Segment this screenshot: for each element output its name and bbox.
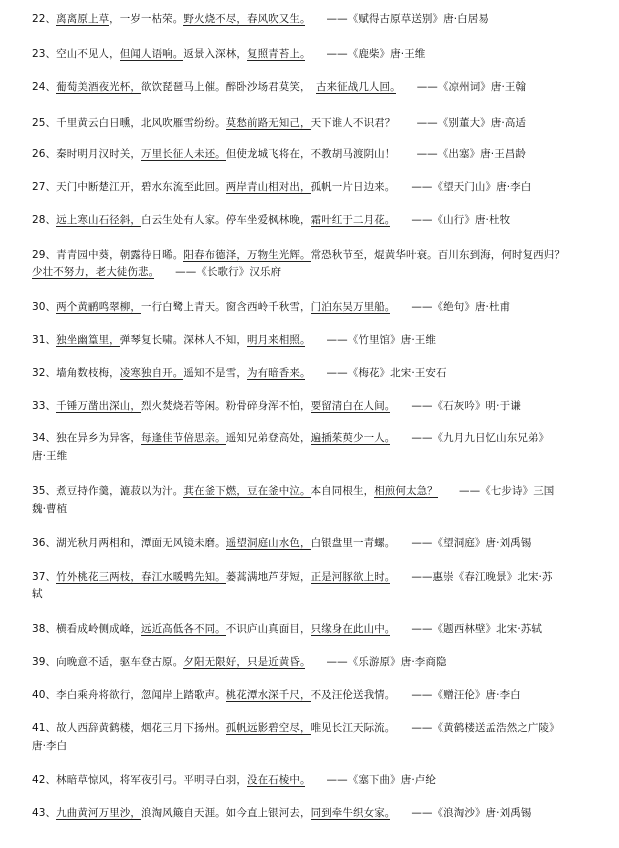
underlined-verse: 没在石棱中。: [246, 774, 306, 786]
poem-line: [32, 502, 597, 516]
underlined-verse: 九曲黄河万里沙，: [56, 807, 141, 819]
line-text: ——《石灰吟》明·于谦: [390, 400, 521, 412]
line-text: 40、李白乘舟将欲行，忽闻岸上踏歌声。: [32, 689, 226, 701]
underlined-verse: 野火烧不尽，春风吹又生。: [183, 13, 306, 25]
line-text: ——《梅花》北宋·王安石: [305, 367, 447, 379]
underlined-verse: 每逢佳节倍思亲。: [140, 432, 226, 444]
poem-line: [32, 300, 597, 314]
poem-line: [32, 47, 597, 61]
line-text: ——《乐游原》唐·李商隐: [305, 656, 447, 668]
poem-line: [32, 655, 597, 669]
underlined-verse: 遥望洞庭山水色，: [225, 537, 311, 549]
line-text: 不及汪伦送我情。 ——《赠汪伦》唐·李白: [310, 689, 521, 701]
underlined-verse: 同到牵牛织女家。: [310, 807, 391, 819]
poem-line: [32, 449, 597, 463]
line-text: 28、: [32, 214, 57, 226]
line-text: 42、林暗草惊风，将军夜引弓。平明寻白羽，: [32, 774, 247, 786]
line-text: 23、空山不见人，: [32, 48, 120, 60]
underlined-verse: 复照青苔上。: [246, 48, 306, 60]
line-text: 37、: [32, 571, 57, 583]
line-text: 38、横看成岭侧成峰，: [32, 623, 141, 635]
line-text: ——《长歌行》汉乐府: [153, 266, 282, 278]
underlined-verse: 独坐幽篁里，: [56, 334, 120, 346]
underlined-verse: 千锤万凿出深山，: [56, 400, 141, 412]
line-text: 不识庐山真面目，: [225, 623, 311, 635]
poem-line: [32, 333, 597, 347]
poem-line: [32, 213, 597, 227]
line-text: ——《竹里馆》唐·王维: [305, 334, 436, 346]
poem-line: [32, 721, 597, 735]
line-text: 一行白鹭上青天。窗含西岭千秋雪，: [140, 301, 311, 313]
line-text: 26、秦时明月汉时关，: [32, 148, 141, 160]
line-text: ——《绝句》唐·杜甫: [390, 301, 511, 313]
poem-line: [32, 739, 597, 753]
poem-line: [32, 180, 597, 194]
underlined-verse: 阳春布德泽，万物生光辉。: [183, 249, 311, 261]
line-text: ——《浪淘沙》唐·刘禹锡: [390, 807, 532, 819]
line-text: 本自同根生，: [310, 485, 375, 497]
line-text: 33、: [32, 400, 57, 412]
line-text: 27、天门中断楚江开，碧水东流至此回。: [32, 181, 226, 193]
poem-line: [32, 248, 597, 262]
line-text: 43、: [32, 807, 57, 819]
line-text: 39、向晚意不适，驱车登古原。: [32, 656, 184, 668]
line-text: ——《鹿柴》唐·王维: [305, 48, 426, 60]
underlined-verse: 少壮不努力，老大徒伤悲。: [32, 266, 154, 278]
underlined-verse: 但闻人语响。: [119, 48, 184, 60]
line-text: 浪淘风簸自天涯。如今直上银河去，: [140, 807, 311, 819]
line-text: ——《赋得古原草送别》唐·白居易: [305, 13, 489, 25]
underlined-verse: 莫愁前路无知己，: [225, 117, 311, 129]
line-text: 25、千里黄云白日曛，北风吹雁雪纷纷。: [32, 117, 226, 129]
line-text: 白云生处有人家。停车坐爱枫林晚，: [140, 214, 311, 226]
underlined-verse: 万里长征人未还。: [140, 148, 226, 160]
underlined-verse: 为有暗香来。: [246, 367, 306, 379]
underlined-verse: 两个黄鹂鸣翠柳，: [56, 301, 141, 313]
line-text: ——《七步诗》三国: [437, 485, 555, 497]
poem-line: [32, 570, 597, 584]
poem-line: [32, 773, 597, 787]
line-text: ——《塞下曲》唐·卢纶: [305, 774, 436, 786]
line-text: 弹琴复长啸。深林人不知，: [119, 334, 247, 346]
underlined-verse: 竹外桃花三两枝，春江水暖鸭先知。: [56, 571, 226, 583]
line-text: 唐·王维: [32, 450, 68, 462]
poem-line: [32, 366, 597, 380]
underlined-verse: 远近高低各不同。: [140, 623, 226, 635]
line-text: 唯见长江天际流。 ——《黄鹤楼送孟浩然之广陵》: [310, 722, 560, 734]
line-text: 41、故人西辞黄鹤楼，烟花三月下扬州。: [32, 722, 226, 734]
line-text: 烈火焚烧若等闲。粉骨碎身浑不怕，: [140, 400, 311, 412]
poem-line: [32, 536, 597, 550]
underlined-verse: 桃花潭水深千尺，: [225, 689, 311, 701]
line-text: 但使龙城飞将在，不教胡马渡阴山！ ——《出塞》唐·王昌龄: [225, 148, 527, 160]
line-text: 欲饮琵琶马上催。醉卧沙场君莫笑，: [140, 81, 316, 93]
poem-line: [32, 806, 597, 820]
line-text: 32、墙角数枝梅，: [32, 367, 120, 379]
poem-line: [32, 80, 597, 94]
poem-line: [32, 484, 597, 498]
underlined-verse: 古来征战几人回。: [315, 81, 396, 93]
line-text: ——《山行》唐·杜牧: [390, 214, 511, 226]
line-text: 天下谁人不识君？ ——《别董大》唐·高适: [310, 117, 527, 129]
underlined-verse: 明月来相照。: [246, 334, 306, 346]
underlined-verse: 霜叶红于二月花。: [310, 214, 391, 226]
line-text: ——《九月九日忆山东兄弟》: [390, 432, 550, 444]
underlined-verse: 凌寒独自开。: [119, 367, 184, 379]
line-text: ，一岁一枯荣。: [109, 13, 184, 25]
line-text: 31、: [32, 334, 57, 346]
line-text: 30、: [32, 301, 57, 313]
poem-line: [32, 587, 597, 601]
poem-line: [32, 265, 597, 279]
underlined-verse: 遍插茱萸少一人。: [310, 432, 391, 444]
line-text: 36、湖光秋月两相和，潭面无风镜未磨。: [32, 537, 226, 549]
line-text: 24、: [32, 81, 57, 93]
poem-line: [32, 688, 597, 702]
underlined-verse: 孤帆远影碧空尽，: [225, 722, 311, 734]
line-text: 轼: [32, 588, 43, 600]
underlined-verse: 相煎何太急？: [374, 485, 438, 497]
underlined-verse: 门泊东吴万里船。: [310, 301, 391, 313]
underlined-verse: 离离原上草: [56, 13, 110, 25]
underlined-verse: 夕阳无限好，只是近黄昏。: [183, 656, 306, 668]
underlined-verse: 萁在釜下燃，豆在釜中泣。: [183, 485, 311, 497]
line-text: 22、: [32, 13, 57, 25]
poem-line: [32, 622, 597, 636]
line-text: ——《凉州词》唐·王翰: [395, 81, 527, 93]
line-text: 魏·曹植: [32, 503, 68, 515]
line-text: 常恐秋节至，焜黄华叶衰。百川东到海，何时复西归？: [310, 249, 565, 261]
underlined-verse: 只缘身在此山中。: [310, 623, 391, 635]
poem-line: [32, 431, 597, 445]
poem-line: [32, 12, 597, 26]
line-text: 遥知不是雪，: [183, 367, 247, 379]
poem-line: [32, 147, 597, 161]
poem-line: [32, 116, 597, 130]
line-text: 34、独在异乡为异客，: [32, 432, 141, 444]
underlined-verse: 远上寒山石径斜，: [56, 214, 141, 226]
line-text: ——惠崇《春江晚景》北宋·苏: [390, 571, 553, 583]
line-text: 白银盘里一青螺。 ——《望洞庭》唐·刘禹锡: [310, 537, 532, 549]
line-text: 遥知兄弟登高处，: [225, 432, 311, 444]
line-text: 返景入深林，: [183, 48, 247, 60]
underlined-verse: 两岸青山相对出，: [225, 181, 311, 193]
underlined-verse: 正是河豚欲上时。: [310, 571, 391, 583]
line-text: 29、青青园中葵，朝露待日晞。: [32, 249, 184, 261]
line-text: 孤帆一片日边来。 ——《望天门山》唐·李白: [310, 181, 532, 193]
line-text: 35、煮豆持作羹，漉菽以为汁。: [32, 485, 184, 497]
line-text: ——《题西林壁》北宋·苏轼: [390, 623, 542, 635]
underlined-verse: 葡萄美酒夜光杯，: [56, 81, 141, 93]
line-text: 蒌蒿满地芦芽短，: [225, 571, 311, 583]
underlined-verse: 要留清白在人间。: [310, 400, 391, 412]
poem-line: [32, 399, 597, 413]
line-text: 唐·李白: [32, 740, 68, 752]
